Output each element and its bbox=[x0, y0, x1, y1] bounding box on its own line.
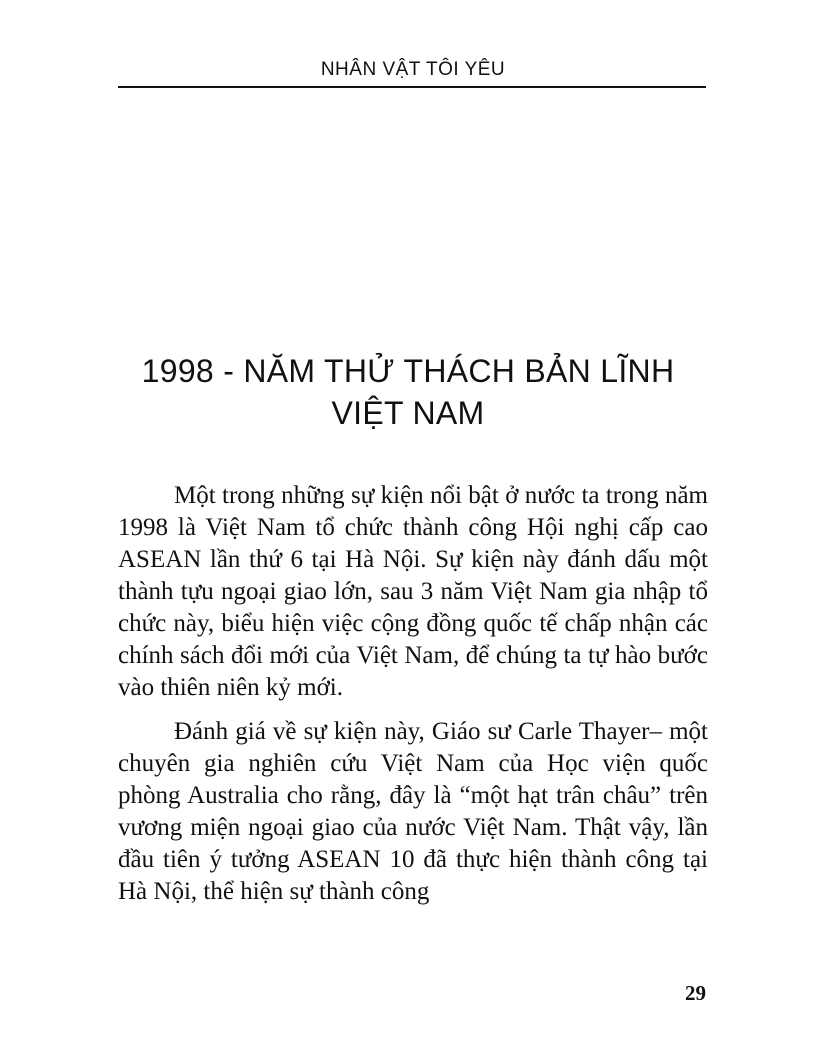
page-number: 29 bbox=[685, 981, 706, 1005]
paragraph-1: Một trong những sự kiện nổi bật ở nước ta trong năm 1998 là Việt Nam tổ chức thành công Hội nghị cấp cao ASEAN lần thứ 6 tại Hà Nội. Sự kiện này đánh dấu một thành tựu ngoại giao lớn, sau 3 năm Việt Nam gia nhập tổ chức này, biểu hiện việc cộng đồng quốc tế chấp nhận các chính sách đổi mới của Việt Nam, để chúng ta tự hào bước vào thiên niên kỷ mới. bbox=[118, 482, 708, 701]
header-rule bbox=[118, 86, 706, 88]
running-header: NHÂN VẬT TÔI YÊU bbox=[320, 59, 506, 80]
paragraph-2: Đánh giá về sự kiện này, Giáo sư Carle Thayer– một chuyên gia nghiên cứu Việt Nam của Học viện quốc phòng Australia cho rằng, đây là “một hạt trân châu” trên vương miện ngoại giao của nước Việt Nam. Thật vậy, lần đầu tiên ý tưởng ASEAN 10 đã thực hiện thành công tại Hà Nội, thể hiện sự thành công bbox=[118, 718, 708, 905]
chapter-title bbox=[110, 350, 706, 434]
body-text bbox=[118, 480, 708, 920]
chapter-title-line-1: 1998 - NĂM THỬ THÁCH BẢN LĨNH bbox=[141, 353, 675, 389]
chapter-title-line-2: VIỆT NAM bbox=[331, 395, 485, 431]
